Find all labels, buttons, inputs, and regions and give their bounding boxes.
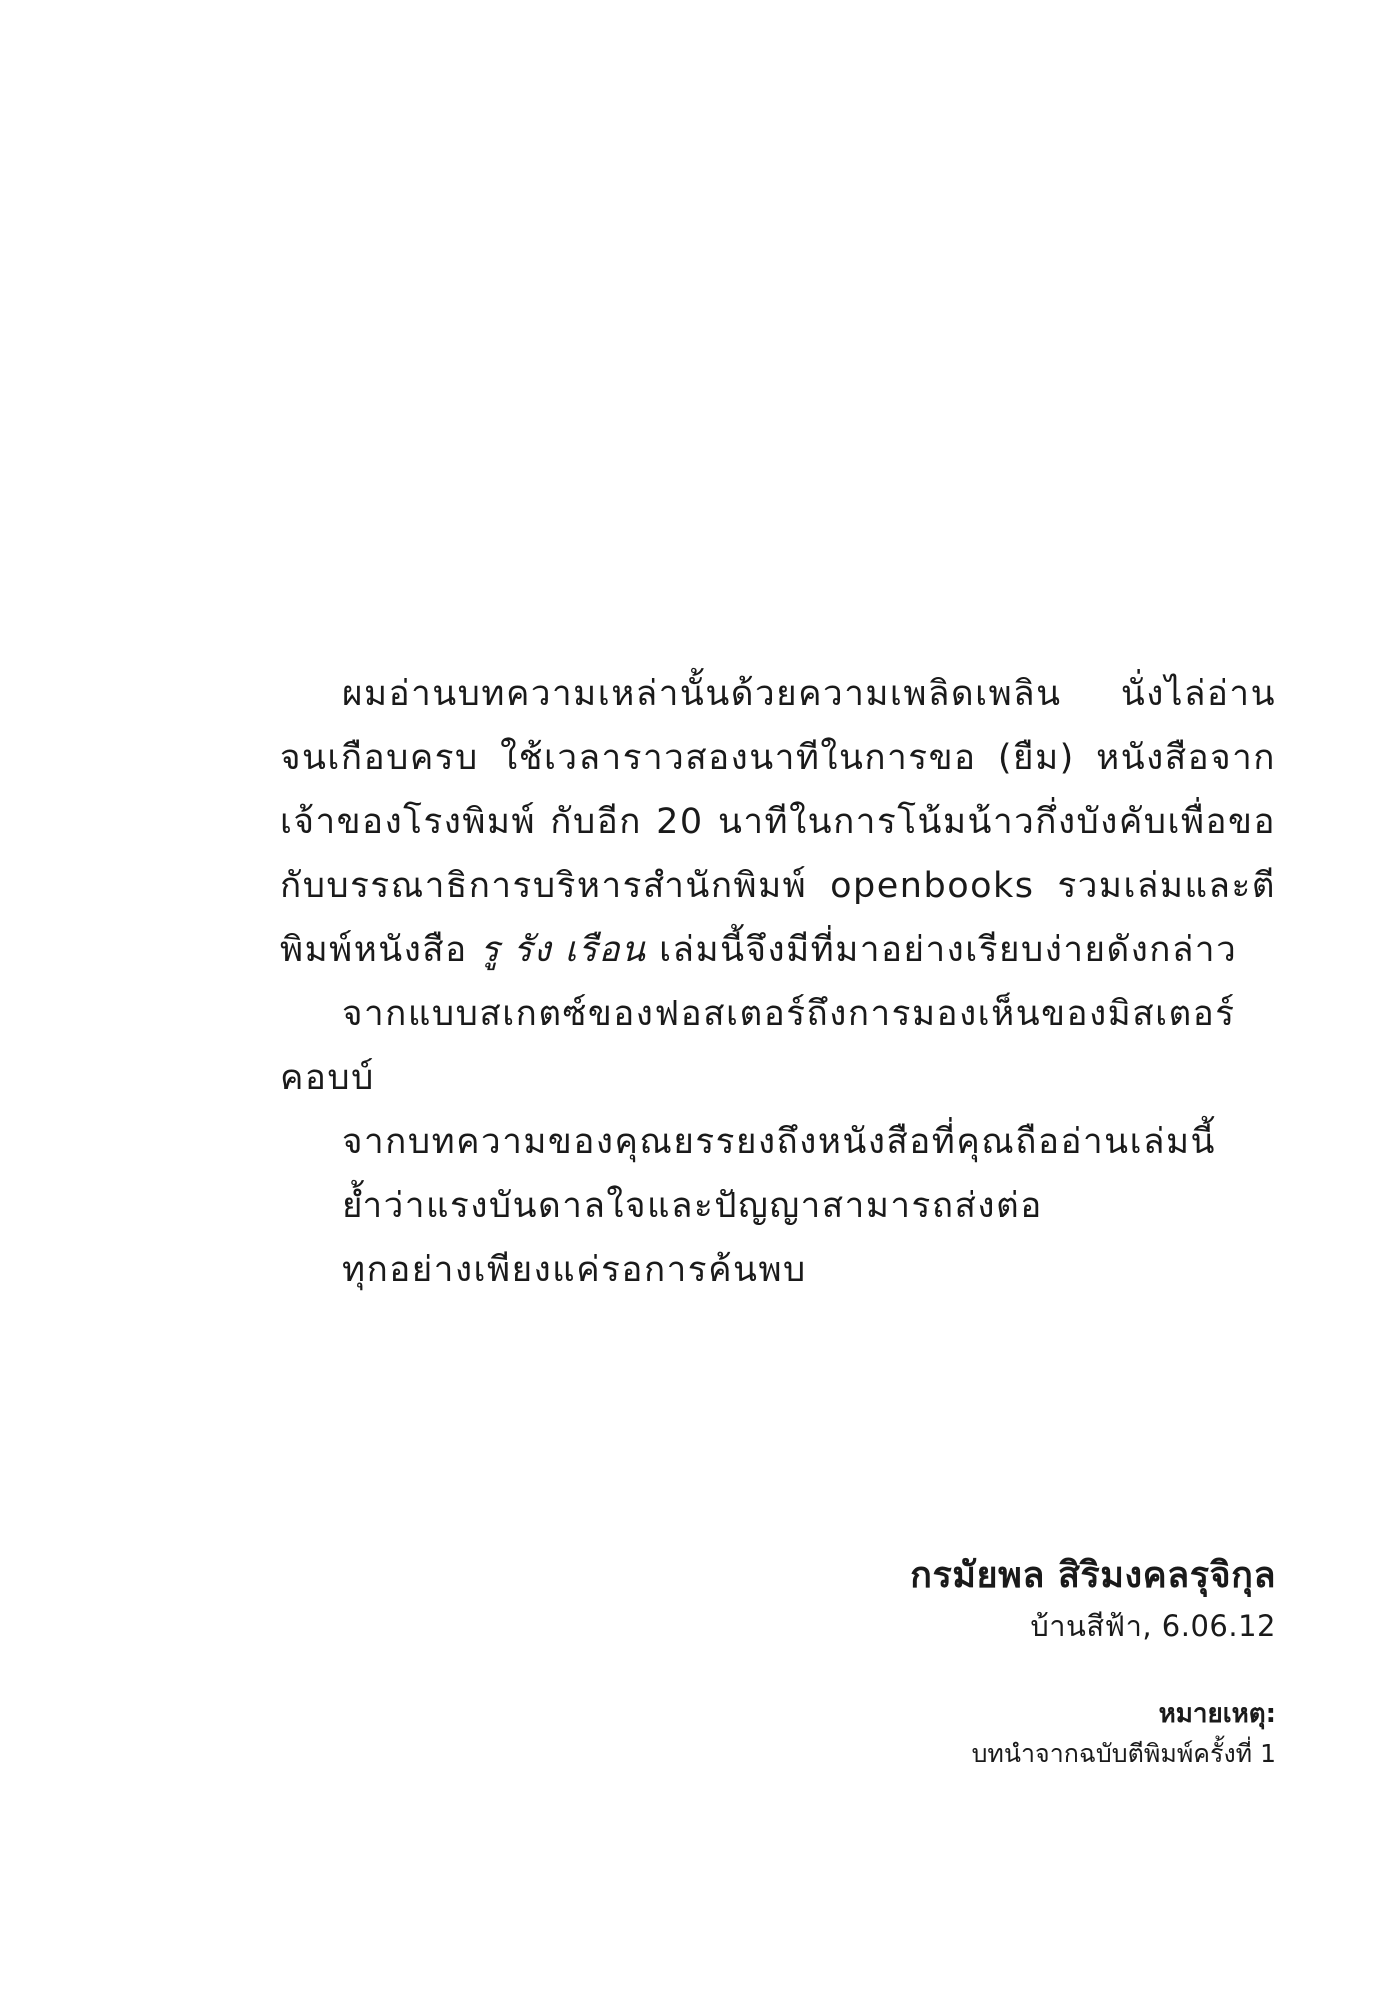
verse-line-1: จากบทความของคุณยรรยงถึงหนังสือที่คุณถืออ่านเล่มนี้ xyxy=(342,1122,1216,1162)
paragraph-1-text-b: เล่มนี้จึงมีที่มาอย่างเรียบง่ายดังกล่าว xyxy=(646,930,1238,970)
book-title: รู รัง เรือน xyxy=(480,930,647,970)
note-label: หมายเหตุ: xyxy=(1158,1699,1276,1729)
author-name: กรมัยพล สิริมงคลรุจิกุล xyxy=(910,1555,1276,1596)
note-block xyxy=(972,1694,1276,1774)
place-date: บ้านสีฟ้า, 6.06.12 xyxy=(1030,1609,1276,1643)
signature-block xyxy=(910,1548,1276,1648)
note-text: บทนำจากฉบับตีพิมพ์ครั้งที่ 1 xyxy=(971,1739,1276,1768)
verse-line-2: ย้ำว่าแรงบันดาลใจและปัญญาสามารถส่งต่อ xyxy=(342,1186,1043,1226)
paragraph-2: จากแบบสเกตซ์ของฟอสเตอร์ถึงการมองเห็นของมิสเตอร์คอบบ์ xyxy=(280,994,1236,1098)
verse-block xyxy=(280,1110,1276,1302)
verse-line-3: ทุกอย่างเพียงแค่รอการค้นพบ xyxy=(342,1250,807,1290)
paragraph-1 xyxy=(280,662,1276,982)
paragraph-1-text-a: ผมอ่านบทความเหล่านั้นด้วยความเพลิดเพลิน นั่งไล่อ่านจนเกือบครบ ใช้เวลาราวสองนาทีในการขอ (ยืม) หนังสือจากเจ้าของโรงพิมพ์ กับอีก 20 นาทีในการโน้มน้าวกึ่งบังคับเพื่อขอกับบรรณาธิการบริหารสำนักพิมพ์ openbooks รวมเล่มและตีพิมพ์หนังสือ xyxy=(280,674,1276,970)
body-text xyxy=(280,662,1276,1302)
